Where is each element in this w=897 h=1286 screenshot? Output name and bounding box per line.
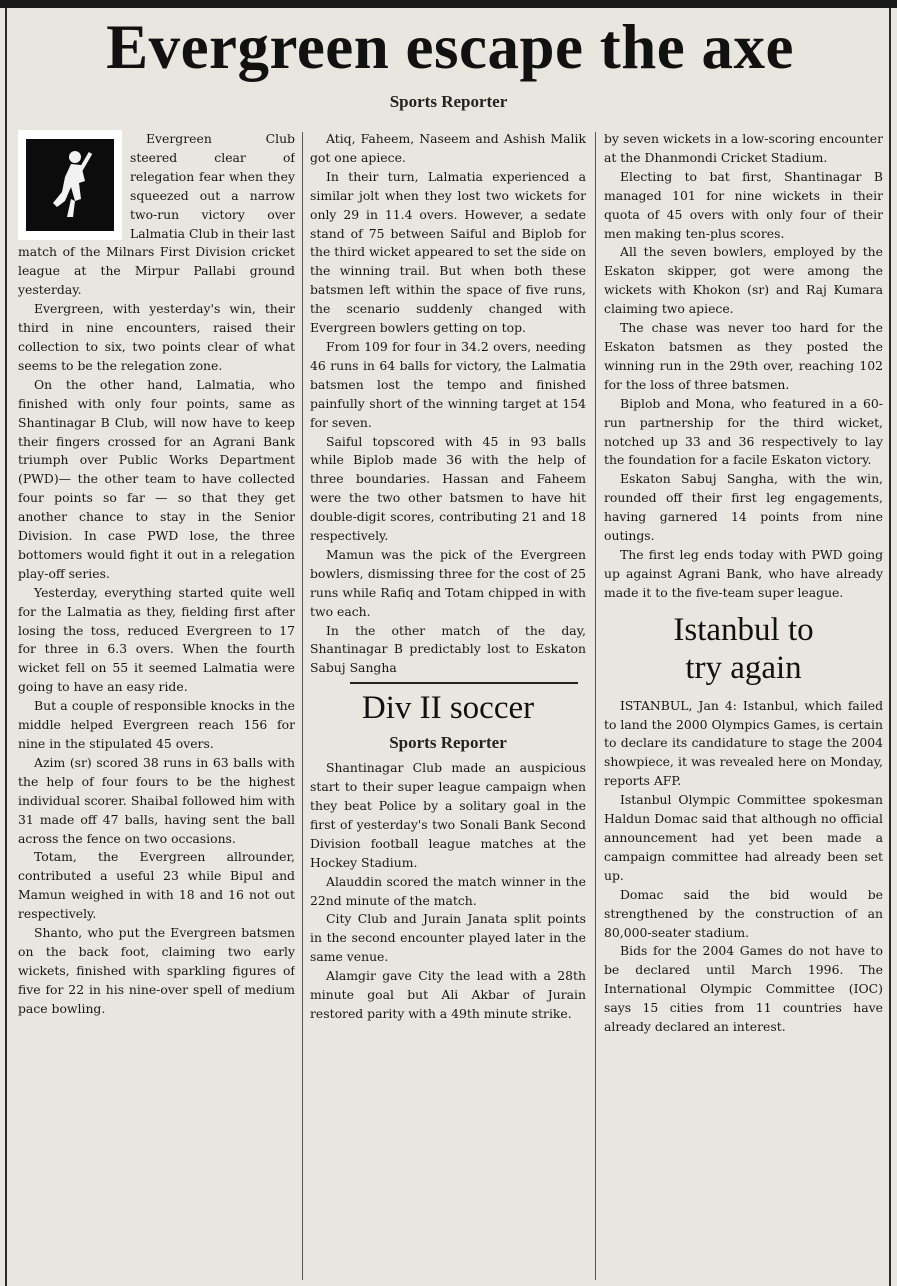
column-divider — [302, 132, 303, 1280]
article-paragraph: Yesterday, everything started quite well for the Lalmatia as they, fielding first after losing the toss, reduced Evergreen to 17 for three in 6.3 overs. When the fourth wicket fell on 55 it seemed Lalmatia were going to have an easy ride. — [18, 584, 295, 695]
article-headline: Evergreen escape the axe — [106, 12, 794, 82]
article-paragraph: The chase was never too hard for the Eskaton batsmen as they posted the winning run in the 29th over, reaching 102 for the loss of three batsmen. — [604, 320, 883, 392]
istanbul-paragraph: Istanbul Olympic Committee spokesman Haldun Domac said that although no official announcement had yet been made a campaign committee had already been set up. — [604, 792, 883, 883]
article-paragraph: Saiful topscored with 45 in 93 balls while Biplob made 36 with the help of three boundaries. Hassan and Faheem were the two other batsmen to have hit double-digit scores, contributing 21 and 18 respectively. — [310, 433, 586, 544]
article-paragraph: Atiq, Faheem, Naseem and Ashish Malik got one apiece. — [310, 131, 586, 165]
istanbul-headline — [604, 611, 883, 687]
article-paragraph: Electing to bat first, Shantinagar B managed 101 for nine wickets in their quota of 45 overs with only four of their men making ten-plus scores. — [604, 168, 883, 241]
article-paragraph: The first leg ends today with PWD going up against Agrani Bank, who have already made it to the five-team super league. — [604, 546, 883, 600]
article-paragraph: All the seven bowlers, employed by the Eskaton skipper, got were among the wickets with Khokon (sr) and Raj Kumara claiming two apiece. — [604, 244, 883, 317]
soccer-paragraph: Alauddin scored the match winner in the 22nd minute of the match. — [310, 873, 586, 908]
cricket-logo — [18, 130, 122, 240]
cricket-batsman-icon — [26, 139, 114, 231]
soccer-paragraph: Alamgir gave City the lead with a 28th minute goal but Ali Akbar of Jurain restored parity with a 49th minute strike. — [310, 968, 586, 1021]
article-paragraph: Eskaton Sabuj Sangha, with the win, rounded off their first leg engagements, having garnered 14 points from nine outings. — [604, 471, 883, 544]
column-divider — [595, 132, 596, 1280]
article-paragraph: In their turn, Lalmatia experienced a similar jolt when they lost two wickets for only 29 in 11.4 overs. However, a sedate stand of 75 between Saiful and Biplob for the third wicket appeared to set the side on the winning trail. But when both these batsmen left within the space of five runs, the scenario suddenly changed with Evergreen bowlers getting on top. — [310, 168, 586, 336]
istanbul-paragraph: Bids for the 2004 Games do not have to be declared until March 1996. The International Olympic Committee (IOC) says 15 cities from 11 countries have already declared an interest. — [604, 943, 883, 1035]
soccer-paragraph: City Club and Jurain Janata split points in the second encounter played later in the same venue. — [310, 911, 586, 965]
article-paragraph: On the other hand, Lalmatia, who finished with only four points, same as Shantinagar B Club, will now have to keep their fingers crossed for an Agrani Bank triumph over Public Works Department (PWD)— the other team to have collected four points so far — so that they get another chance to stay in the Senior Division. In case PWD lose, the three bottomers would fight it out in a relegation play-off series. — [18, 376, 295, 581]
article-paragraph: Azim (sr) scored 38 runs in 63 balls with the help of four fours to be the highest individual scorer. Shaibal followed him with 31 made off 47 balls, having sent the ball across the fence on two occasions. — [18, 754, 295, 846]
article-paragraph: Evergreen Club steered clear of relegation fear when they squeezed out a narrow two-run victory over Lalmatia Club in their last match of the Milnars First Division cricket league at the Mirpur Pallabi ground yesterday. — [18, 131, 295, 298]
top-border-rule — [0, 0, 897, 8]
section-divider — [350, 682, 578, 684]
istanbul-headline-line-1: Istanbul to — [673, 611, 814, 648]
article-paragraph: In the other match of the day, Shantinagar B predictably lost to Eskaton Sabuj Sangha — [310, 622, 586, 676]
article-paragraph: From 109 for four in 34.2 overs, needing 46 runs in 64 balls for victory, the Lalmatia batsmen lost the tempo and finished painfully short of the winning target at 154 for seven. — [310, 338, 586, 430]
article-paragraph: But a couple of responsible knocks in the middle helped Evergreen reach 156 for nine in the stipulated 45 overs. — [18, 698, 295, 751]
istanbul-headline-line-2: try again — [685, 649, 802, 686]
istanbul-paragraph: ISTANBUL, Jan 4: Istanbul, which failed to land the 2000 Olympics Games, is certain to declare its candidature to stage the 2004 showpiece, it was revealed here on Monday, reports AFP. — [604, 697, 883, 789]
article-byline: Sports Reporter — [389, 92, 508, 111]
article-column-2 — [310, 130, 586, 1280]
left-border-rule — [5, 8, 7, 1286]
soccer-paragraph: Shantinagar Club made an auspicious start to their super league campaign when they beat Police by a solitary goal in the first of yesterday's two Sonali Bank Second Division football league matches at the Hockey Stadium. — [310, 760, 586, 870]
article-paragraph: Totam, the Evergreen allrounder, contributed a useful 23 while Bipul and Mamun weighed in with 18 and 16 not out respectively. — [18, 849, 295, 922]
soccer-byline: Sports Reporter — [389, 733, 507, 753]
article-paragraph: Shanto, who put the Evergreen batsmen on the back foot, claiming two early wickets, finished with sparkling figures of five for 22 in his nine-over spell of medium pace bowling. — [18, 925, 295, 1016]
istanbul-paragraph: Domac said the bid would be strengthened by the construction of an 80,000-seater stadium. — [604, 886, 883, 940]
article-paragraph: Evergreen, with yesterday's win, their third in nine encounters, raised their collection to six, two points clear of what seems to be the relegation zone. — [18, 301, 295, 373]
soccer-headline: Div II soccer — [361, 690, 535, 727]
article-column-1 — [18, 130, 295, 1280]
right-border-rule — [889, 8, 891, 1286]
article-paragraph: Biplob and Mona, who featured in a 60-run partnership for the third wicket, notched up 33 and 36 respectively to lay the foundation for a facile Eskaton victory. — [604, 395, 883, 468]
article-paragraph: by seven wickets in a low-scoring encounter at the Dhanmondi Cricket Stadium. — [604, 131, 883, 165]
article-paragraph: Mamun was the pick of the Evergreen bowlers, dismissing three for the cost of 25 runs while Rafiq and Totam chipped in with two each. — [310, 546, 586, 619]
article-column-3 — [604, 130, 883, 1280]
